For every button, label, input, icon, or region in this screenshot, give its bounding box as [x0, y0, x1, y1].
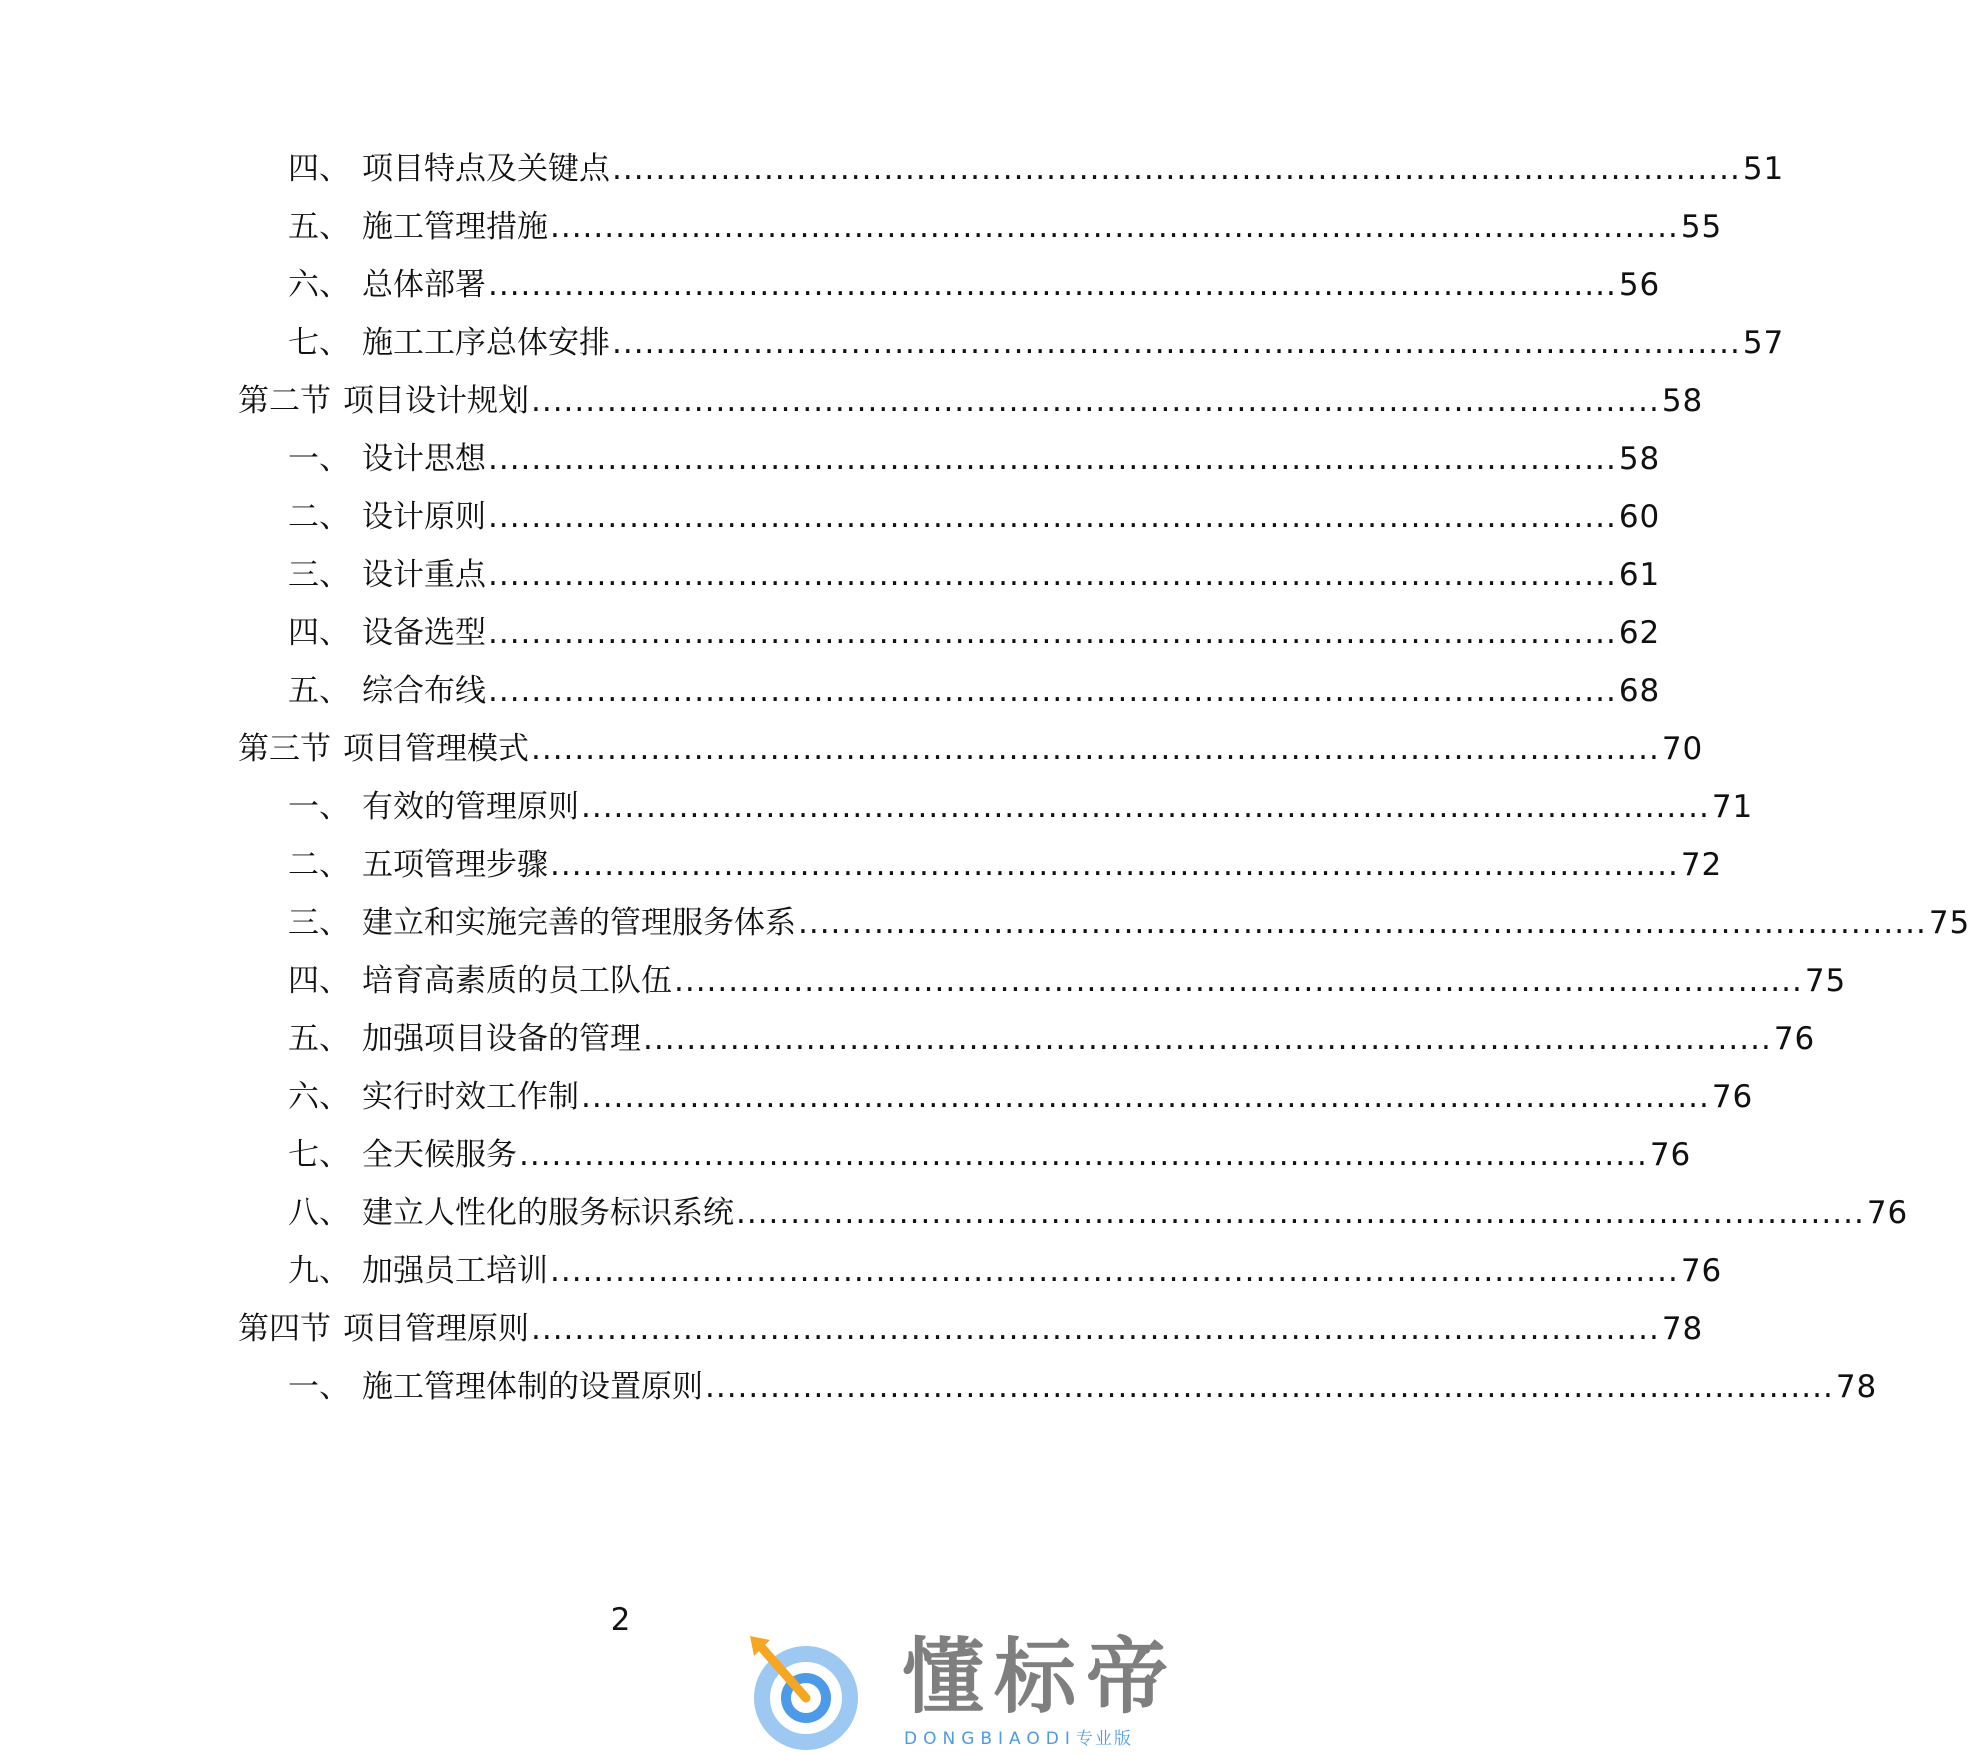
dot-leader: ........................................................................................................ [488, 499, 1617, 535]
toc-entry-title: 全天候服务 [362, 1137, 517, 1173]
toc-entry-page: 51 [1742, 151, 1785, 187]
toc-entry[interactable] [288, 956, 1847, 1006]
toc-entry[interactable] [288, 782, 1754, 832]
toc-entry-number: 八、 [288, 1195, 350, 1231]
toc-entry-number: 五、 [288, 209, 350, 245]
toc-entry-title: 设计思想 [362, 441, 486, 477]
toc-entry-page: 56 [1618, 267, 1661, 303]
toc-entry-number: 六、 [288, 1079, 350, 1115]
toc-entry[interactable] [288, 144, 1785, 194]
toc-entry[interactable] [288, 1072, 1754, 1122]
toc-entry-page: 76 [1711, 1079, 1754, 1115]
toc-entry[interactable] [288, 318, 1785, 368]
toc-entry[interactable] [288, 608, 1661, 658]
toc-entry-title: 有效的管理原则 [362, 789, 579, 825]
toc-entry-number: 六、 [288, 267, 350, 303]
toc-entry-number: 一、 [288, 789, 350, 825]
toc-entry-title: 施工工序总体安排 [362, 325, 610, 361]
toc-entry-page: 75 [1804, 963, 1847, 999]
toc-entry-page: 58 [1618, 441, 1661, 477]
toc-entry-page: 76 [1680, 1253, 1723, 1289]
toc-entry-title: 建立人性化的服务标识系统 [362, 1195, 734, 1231]
page-number: 2 [610, 1602, 631, 1638]
toc-entry-page: 76 [1866, 1195, 1909, 1231]
watermark-logo [740, 1632, 1220, 1750]
dot-leader: ........................................................................................................ [736, 1195, 1865, 1231]
toc-entry[interactable] [288, 1246, 1723, 1296]
toc-entry-number: 一、 [288, 441, 350, 477]
toc-entry-number: 五、 [288, 1021, 350, 1057]
dot-leader: ........................................................................................................ [550, 847, 1679, 883]
toc-entry-title: 五项管理步骤 [362, 847, 548, 883]
toc-entry-page: 71 [1711, 789, 1754, 825]
toc-entry[interactable] [288, 550, 1661, 600]
toc-entry-number: 四、 [288, 151, 350, 187]
toc-entry[interactable] [288, 1014, 1816, 1064]
dot-leader: ........................................................................................................ [488, 267, 1617, 303]
dot-leader: ........................................................................................................ [488, 615, 1617, 651]
toc-entry-title: 设计重点 [362, 557, 486, 593]
toc-entry-title: 施工管理措施 [362, 209, 548, 245]
toc-entry-page: 55 [1680, 209, 1723, 245]
toc-entry[interactable] [288, 1188, 1909, 1238]
toc-entry-number: 四、 [288, 963, 350, 999]
toc-entry-title: 实行时效工作制 [362, 1079, 579, 1115]
toc-entry-page: 76 [1773, 1021, 1816, 1057]
dot-leader: ........................................................................................................ [550, 209, 1679, 245]
toc-entry-number: 七、 [288, 325, 350, 361]
toc-entry-page: 68 [1618, 673, 1661, 709]
toc-entry-title: 加强项目设备的管理 [362, 1021, 641, 1057]
toc-entry-title: 建立和实施完善的管理服务体系 [362, 905, 796, 941]
dot-leader: ........................................................................................................ [531, 731, 1660, 767]
toc-entry-number: 七、 [288, 1137, 350, 1173]
dot-leader: ........................................................................................................ [488, 673, 1617, 709]
toc-entry-number: 二、 [288, 499, 350, 535]
toc-entry-page: 75 [1928, 905, 1970, 941]
toc-entry-title: 项目特点及关键点 [362, 151, 610, 187]
dot-leader: ........................................................................................................ [488, 557, 1617, 593]
toc-entry-page: 78 [1835, 1369, 1878, 1405]
watermark-edition: 专业版 [1075, 1729, 1133, 1749]
dot-leader: ........................................................................................................ [550, 1253, 1679, 1289]
toc-entry-number: 九、 [288, 1253, 350, 1289]
toc-entry-page: 72 [1680, 847, 1723, 883]
toc-entry-title: 项目设计规划 [343, 383, 529, 419]
toc-entry-title: 项目管理原则 [343, 1311, 529, 1347]
toc-entry-title: 综合布线 [362, 673, 486, 709]
toc-entry[interactable] [288, 434, 1661, 484]
toc-entry-title: 设备选型 [362, 615, 486, 651]
dot-leader: ........................................................................................................ [519, 1137, 1648, 1173]
toc-entry-page: 62 [1618, 615, 1661, 651]
dot-leader: ........................................................................................................ [643, 1021, 1772, 1057]
toc-entry-page: 60 [1618, 499, 1661, 535]
dot-leader: ........................................................................................................ [531, 383, 1660, 419]
toc-entry-page: 70 [1661, 731, 1704, 767]
toc-entry[interactable] [288, 492, 1661, 542]
toc-entry[interactable] [288, 898, 1970, 948]
toc-entry-page: 78 [1661, 1311, 1704, 1347]
dot-leader: ........................................................................................................ [531, 1311, 1660, 1347]
toc-entry-number: 第三节 [238, 731, 331, 767]
toc-entry[interactable] [288, 1130, 1692, 1180]
toc-entry-title: 施工管理体制的设置原则 [362, 1369, 703, 1405]
toc-entry-page: 58 [1661, 383, 1704, 419]
toc-entry-title: 总体部署 [362, 267, 486, 303]
toc-entry[interactable] [288, 666, 1661, 716]
toc-entry-page: 76 [1649, 1137, 1692, 1173]
dot-leader: ........................................................................................................ [581, 789, 1710, 825]
toc-entry-number: 五、 [288, 673, 350, 709]
toc-entry-title: 培育高素质的员工队伍 [362, 963, 672, 999]
watermark-pinyin: DONGBIAODI [904, 1729, 1076, 1749]
toc-entry-number: 第四节 [238, 1311, 331, 1347]
watermark-brand: 懂标帝 [902, 1630, 1179, 1725]
toc-entry-number: 二、 [288, 847, 350, 883]
dot-leader: ........................................................................................................ [581, 1079, 1710, 1115]
toc-section-entry[interactable] [238, 376, 1704, 426]
dot-leader: ........................................................................................................ [705, 1369, 1834, 1405]
toc-section-entry[interactable] [238, 724, 1704, 774]
toc-entry-number: 一、 [288, 1369, 350, 1405]
toc-entry[interactable] [288, 202, 1723, 252]
dot-leader: ........................................................................................................ [612, 151, 1741, 187]
toc-entry-page: 57 [1742, 325, 1785, 361]
watermark-subtitle [904, 1724, 1133, 1749]
toc-entry-title: 项目管理模式 [343, 731, 529, 767]
toc-entry[interactable] [288, 840, 1723, 890]
toc-entry[interactable] [288, 260, 1661, 310]
toc-entry-title: 设计原则 [362, 499, 486, 535]
dot-leader: ........................................................................................................ [798, 905, 1927, 941]
toc-entry-number: 第二节 [238, 383, 331, 419]
dot-leader: ........................................................................................................ [612, 325, 1741, 361]
toc-entry-page: 61 [1618, 557, 1661, 593]
toc-entry-number: 四、 [288, 615, 350, 651]
target-icon [740, 1632, 890, 1750]
toc-entry-number: 三、 [288, 905, 350, 941]
toc-entry[interactable] [288, 1362, 1878, 1412]
toc-section-entry[interactable] [238, 1304, 1704, 1354]
dot-leader: ........................................................................................................ [488, 441, 1617, 477]
dot-leader: ........................................................................................................ [674, 963, 1803, 999]
toc-entry-number: 三、 [288, 557, 350, 593]
toc-entry-title: 加强员工培训 [362, 1253, 548, 1289]
